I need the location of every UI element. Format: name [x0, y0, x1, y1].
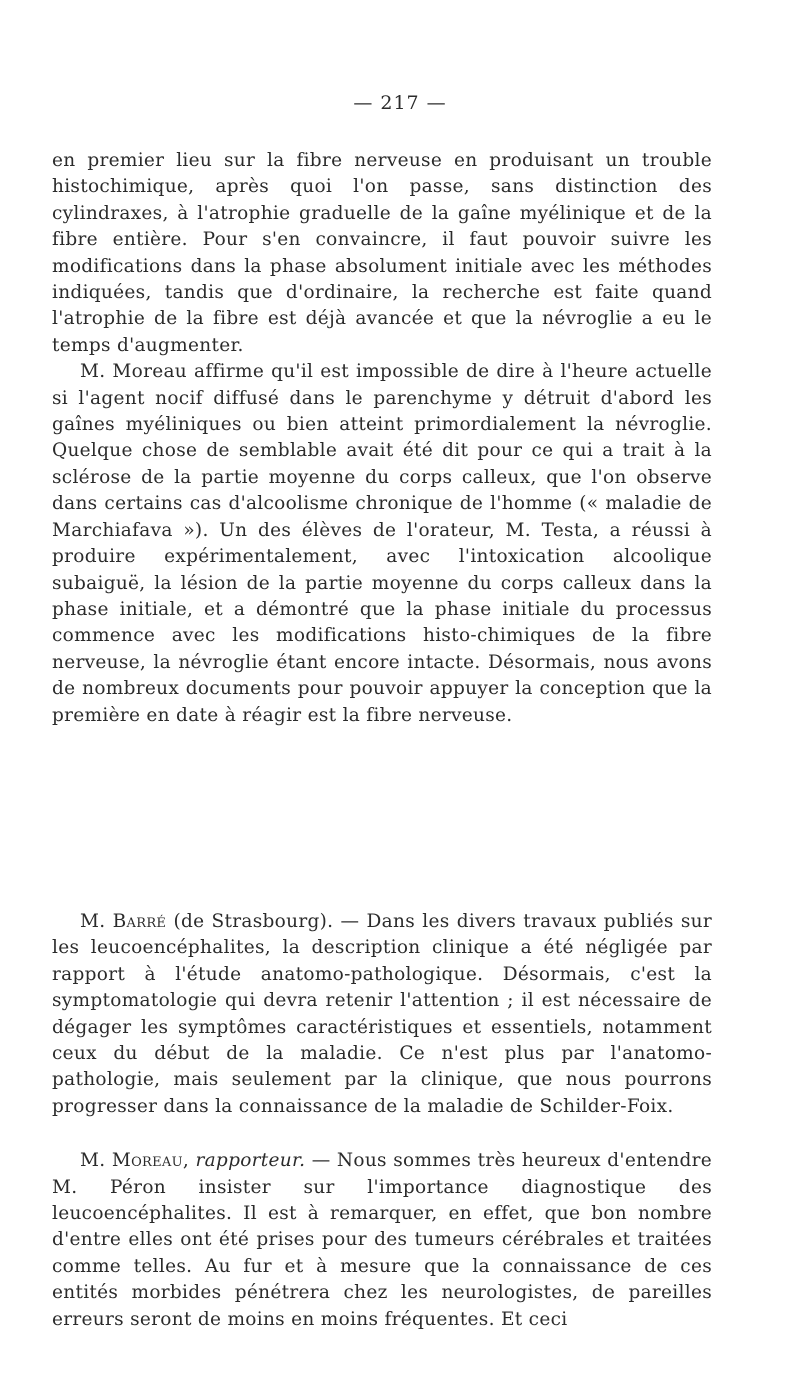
moreau-text: — Nous sommes très heureux d'entendre M. Péron insister sur l'importance diagnostique des leucoencéphalites. Il est à remarquer, en effet, que bon nombre d'entre elles ont été prises pour des tumeurs cérébrales et traitées comme telles. Au fur et à mesure que la connaissance de ces entités morbides pénétrera chez les neurologistes, de pareilles erreurs seront de moins en moins fréquentes. Et ceci: [52, 1150, 713, 1330]
barre-text: — Dans les divers travaux publiés sur les leucoencéphalites, la description clinique a été négligée par rapport à l'étude anatomo-pathologique. Désormais, c'est la symptomatologie qui devra retenir l'attention ; il est nécessaire de dégager les symptômes caractéristiques et essentiels, notamment ceux du début de la maladie. Ce n'est plus par l'anatomo-pathologie, mais seulement par la clinique, que nous pourrons progresser dans la connaissance de la maladie de Schilder-Foix.: [52, 911, 712, 1117]
page-number: — 217 —: [353, 92, 447, 114]
paragraph-continuation: en premier lieu sur la fibre nerveuse en produisant un trouble histochimique, après quoi l'on passe, sans distinction des cylindraxes, à l'atrophie graduelle de la gaîne myélinique et de la fibre entière. Pour s'en convaincre, il faut pouvoir suivre les modifications dans la phase absolument initiale avec les méthodes indiquées, tandis que d'ordinaire, la recherche est faite quand l'atrophie de la fibre est déjà avancée et que la névroglie a eu le temps d'augmenter.: [52, 150, 712, 356]
moreau-role: rapporteur.: [195, 1150, 306, 1172]
paragraph-barre: [52, 909, 712, 1120]
text-section-continuation: [52, 148, 712, 729]
speaker-moreau: Moreau,: [111, 1150, 190, 1172]
text-section-discussion: [52, 909, 712, 1333]
speaker-barre: Barré: [112, 911, 167, 932]
moreau-prefix: M.: [80, 1150, 106, 1172]
paragraph-moreau-rapporteur: [52, 1148, 712, 1333]
paragraph-moreau-reply: M. Moreau affirme qu'il est impossible de dire à l'heure actuelle si l'agent nocif diffusé dans le parenchyme y détruit d'abord les gaînes myéliniques ou bien atteint primordialement la névroglie. Quelque chose de semblable avait été dit pour ce qui a trait à la sclérose de la partie moyenne du corps calleux, que l'on observe dans certains cas d'alcoolisme chronique de l'homme (« maladie de Marchiafava »). Un des élèves de l'orateur, M. Testa, a réussi à produire expérimentalement, avec l'intoxication alcoolique subaiguë, la lésion de la partie moyenne du corps calleux dans la phase initiale, et a démontré que la phase initiale du processus commence avec les modifications histo-chimiques de la fibre nerveuse, la névroglie étant encore intacte. Désormais, nous avons de nombreux documents pour pouvoir appuyer la conception que la première en date à réagir est la fibre nerveuse.: [52, 361, 712, 726]
barre-prefix: M.: [80, 911, 106, 932]
barre-affiliation: (de Strasbourg).: [173, 911, 334, 932]
